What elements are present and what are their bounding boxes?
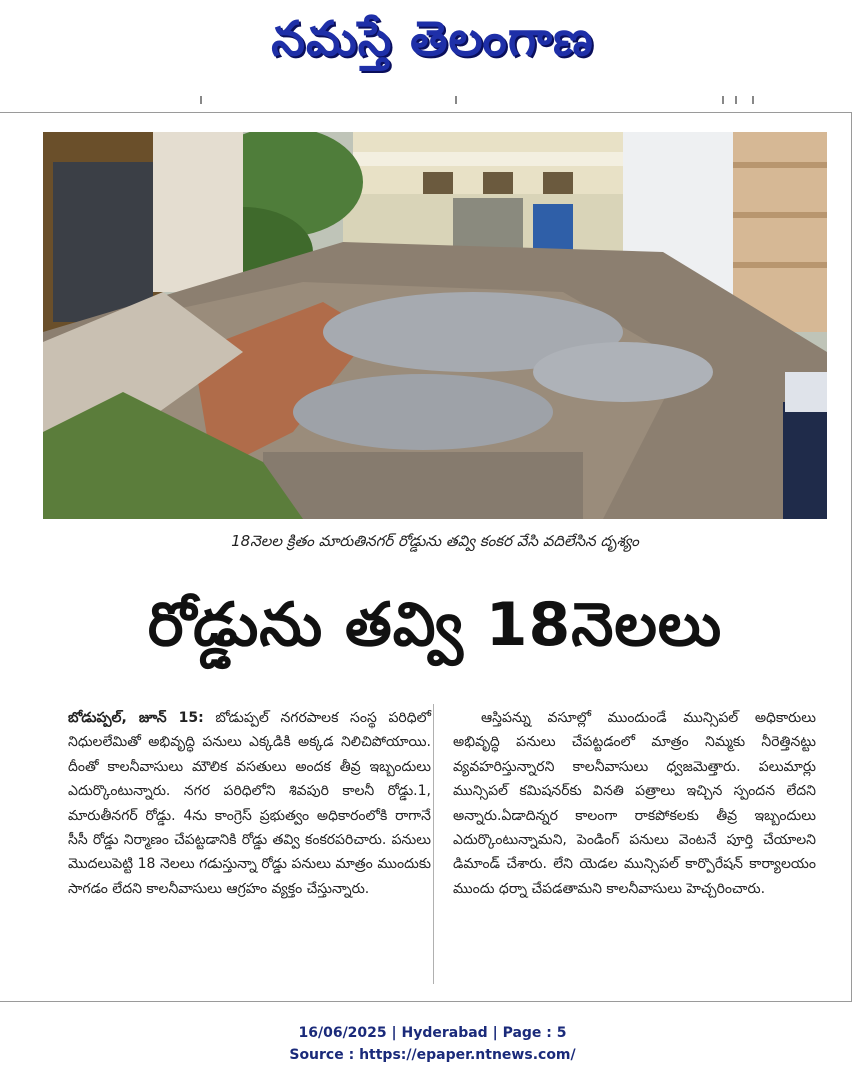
photo-caption: 18నెలల క్రితం మారుతినగర్ రోడ్డును తవ్వి కంకర వేసి వదిలేసిన దృశ్యం: [231, 532, 639, 550]
source-link[interactable]: Source : https://epaper.ntnews.com/: [289, 1047, 576, 1063]
article-column-left: [68, 706, 431, 901]
article-dateline: బోడుప్పల్, జూన్ 15:: [68, 710, 204, 726]
article-body-right: ఆస్తిపన్ను వసూల్లో ముందుండే మున్సిపల్ అధికారులు అభివృద్ధి పనులు చేపట్టడంలో మాత్రం నిమ్మకు నీరెత్తినట్టు వ్యవహరిస్తున్నారని కాలనీవాసులు ధ్వజమెత్తారు. పలుమార్లు మున్సిపల్ కమిషనర్‌కు వినతి పత్రాలు ఇచ్చిన స్పందన లేదని అన్నారు.ఏడాదిన్నర కాలంగా రాకపోకలకు తీవ్ర ఇబ్బందులు ఎదుర్కొంటున్నామని, పెండింగ్ పనులు వెంటనే పూర్తి చేయాలని డిమాండ్ చేశారు. లేని యెడల మున్సిపల్ కార్పొరేషన్ కార్యాలయం ముందు ధర్నా చేపడతామని కాలనీవాసులు హెచ్చరించారు.: [453, 710, 816, 897]
article-headline: రోడ్డును తవ్వి 18నెలలు: [147, 590, 723, 660]
clipped-text-fragments: [0, 96, 865, 108]
column-divider: [433, 704, 434, 984]
article-column-right: [453, 706, 816, 901]
article-body-left: బోడుప్పల్ నగరపాలక సంస్థ పరిధిలో నిధులలేమితో అభివృద్ధి పనులు ఎక్కడికి అక్కడ నిలిచిపోయాయి. దీంతో కాలనీవాసులు మౌలిక వసతులు అందక తీవ్ర ఇబ్బందులు ఎదుర్కొంటున్నారు. నగర పరిధిలోని శివపురి కాలనీ రోడ్డు.1, మారుతీనగర్ రోడ్డు. 4ను కాంగ్రెస్ ప్రభుత్వం అధికారంలోకి రాగానే సీసీ రోడ్డు నిర్మాణం చేపట్టడానికి రోడ్డు తవ్వి కంకరపరిచారు. పనులు మొదలుపెట్టి 18 నెలలు గడుస్తున్నా రోడ్డు పనులు మాత్రం ముందుకు సాగడం లేదని కాలనీవాసులు ఆగ్రహం వ్యక్తం చేస్తున్నారు.: [68, 710, 431, 897]
road-scene-image: [43, 132, 827, 519]
article-photo: [43, 132, 827, 519]
masthead: [0, 0, 865, 80]
publication-info: 16/06/2025 | Hyderabad | Page : 5: [298, 1025, 567, 1041]
newspaper-logo: నమస్తే తెలంగాణ: [271, 11, 594, 67]
epaper-footer: [0, 1022, 865, 1066]
